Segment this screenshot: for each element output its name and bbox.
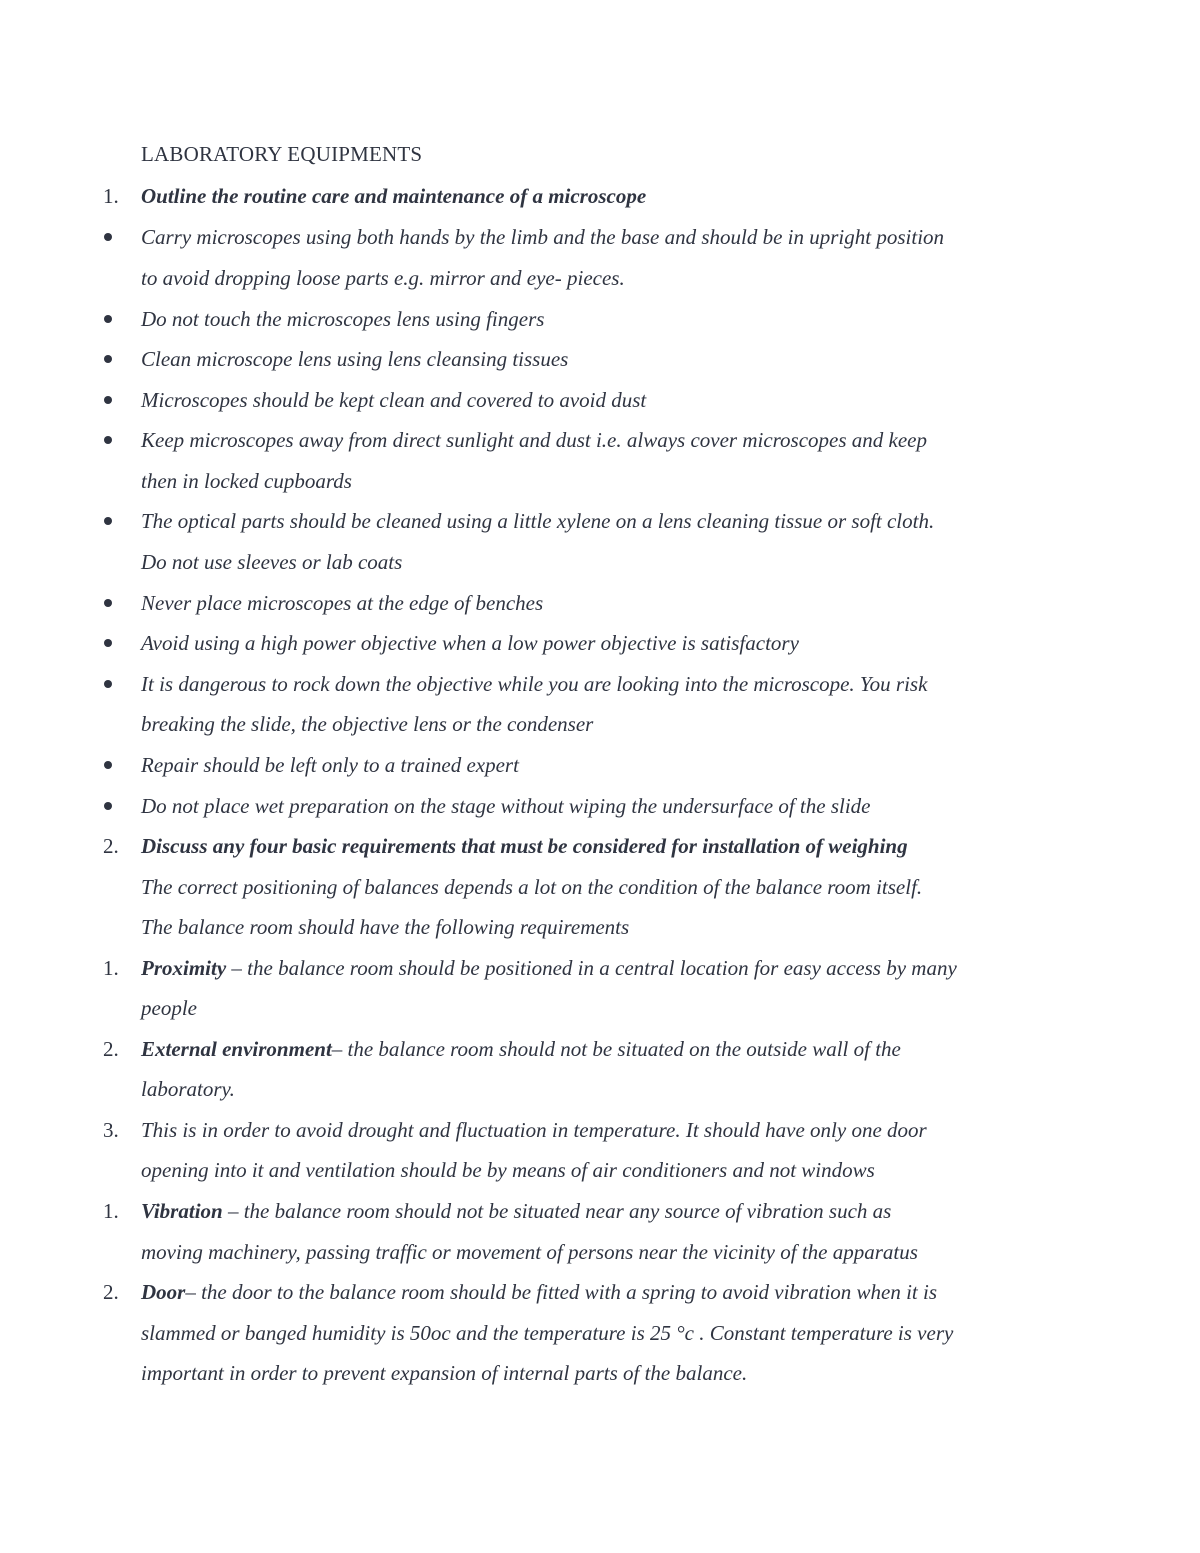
list-item-text: Do not place wet preparation on the stage without wiping the undersurface of the slide [141, 794, 871, 818]
bullet-icon [104, 355, 112, 363]
bullet-icon [104, 802, 112, 810]
paragraph-line: The correct positioning of balances depends a lot on the condition of the balance room itself. [141, 875, 923, 899]
list-item-text: breaking the slide, the objective lens or the condenser [141, 712, 594, 736]
question-number: 2. [103, 834, 119, 858]
list-item-text: then in locked cupboards [141, 469, 352, 493]
question-heading: Outline the routine care and maintenance of a microscope [141, 184, 647, 208]
bullet-icon [104, 680, 112, 688]
item-number: 1. [103, 956, 119, 980]
bullet-icon [104, 761, 112, 769]
item-text: This is in order to avoid drought and fluctuation in temperature. It should have only one door [141, 1118, 927, 1142]
item-text: – the balance room should not be situated on the outside wall of the [331, 1037, 901, 1061]
item-text: slammed or banged humidity is 50oc and the temperature is 25 °c . Constant temperature is very [141, 1321, 954, 1345]
bullet-icon [104, 315, 112, 323]
item-text: laboratory. [141, 1077, 235, 1101]
list-item-text: Never place microscopes at the edge of benches [141, 591, 544, 615]
bullet-icon [104, 396, 112, 404]
list-item-text: Keep microscopes away from direct sunlight and dust i.e. always cover microscopes and keep [141, 428, 927, 452]
item-text: – the balance room should be positioned in a central location for easy access by many [226, 956, 957, 980]
item-term: Proximity [141, 956, 227, 980]
bullet-icon [104, 436, 112, 444]
question-heading: Discuss any four basic requirements that must be considered for installation of weighing [141, 834, 908, 858]
list-item-text: to avoid dropping loose parts e.g. mirror and eye- pieces. [141, 266, 625, 290]
list-item-text: Repair should be left only to a trained expert [141, 753, 519, 777]
item-text: – the door to the balance room should be fitted with a spring to avoid vibration when it is [185, 1280, 938, 1304]
item-number: 3. [103, 1118, 119, 1142]
bullet-icon [104, 599, 112, 607]
item-term: Door [141, 1280, 186, 1304]
bullet-icon [104, 639, 112, 647]
item-number: 2. [103, 1280, 119, 1304]
item-text: moving machinery, passing traffic or movement of persons near the vicinity of the apparatus [141, 1240, 918, 1264]
list-item-text: It is dangerous to rock down the objective while you are looking into the microscope. You risk [141, 672, 928, 696]
list-item-text: Clean microscope lens using lens cleansing tissues [141, 347, 569, 371]
item-text: – the balance room should not be situated near any source of vibration such as [222, 1199, 892, 1223]
list-item-text: Avoid using a high power objective when a low power objective is satisfactory [141, 631, 799, 655]
item-term: External environment [141, 1037, 332, 1061]
paragraph-line: The balance room should have the following requirements [141, 915, 630, 939]
question-number: 1. [103, 184, 119, 208]
numbered-item [141, 954, 957, 982]
list-item-text: The optical parts should be cleaned using a little xylene on a lens cleaning tissue or soft cloth. [141, 509, 935, 533]
bullet-icon [104, 517, 112, 525]
item-number: 2. [103, 1037, 119, 1061]
item-number: 1. [103, 1199, 119, 1223]
item-text: people [141, 996, 197, 1020]
list-item-text: Do not touch the microscopes lens using fingers [141, 307, 545, 331]
numbered-item [141, 1197, 891, 1225]
bullet-icon [104, 233, 112, 241]
list-item-text: Microscopes should be kept clean and covered to avoid dust [141, 388, 647, 412]
item-text: opening into it and ventilation should be by means of air conditioners and not windows [141, 1158, 875, 1182]
document-title: LABORATORY EQUIPMENTS [141, 142, 423, 166]
item-text: important in order to prevent expansion of internal parts of the balance. [141, 1361, 748, 1385]
list-item-text: Do not use sleeves or lab coats [141, 550, 403, 574]
numbered-item [141, 1035, 901, 1063]
item-term: Vibration [141, 1199, 223, 1223]
list-item-text: Carry microscopes using both hands by the limb and the base and should be in upright position [141, 225, 945, 249]
numbered-item [141, 1278, 937, 1306]
